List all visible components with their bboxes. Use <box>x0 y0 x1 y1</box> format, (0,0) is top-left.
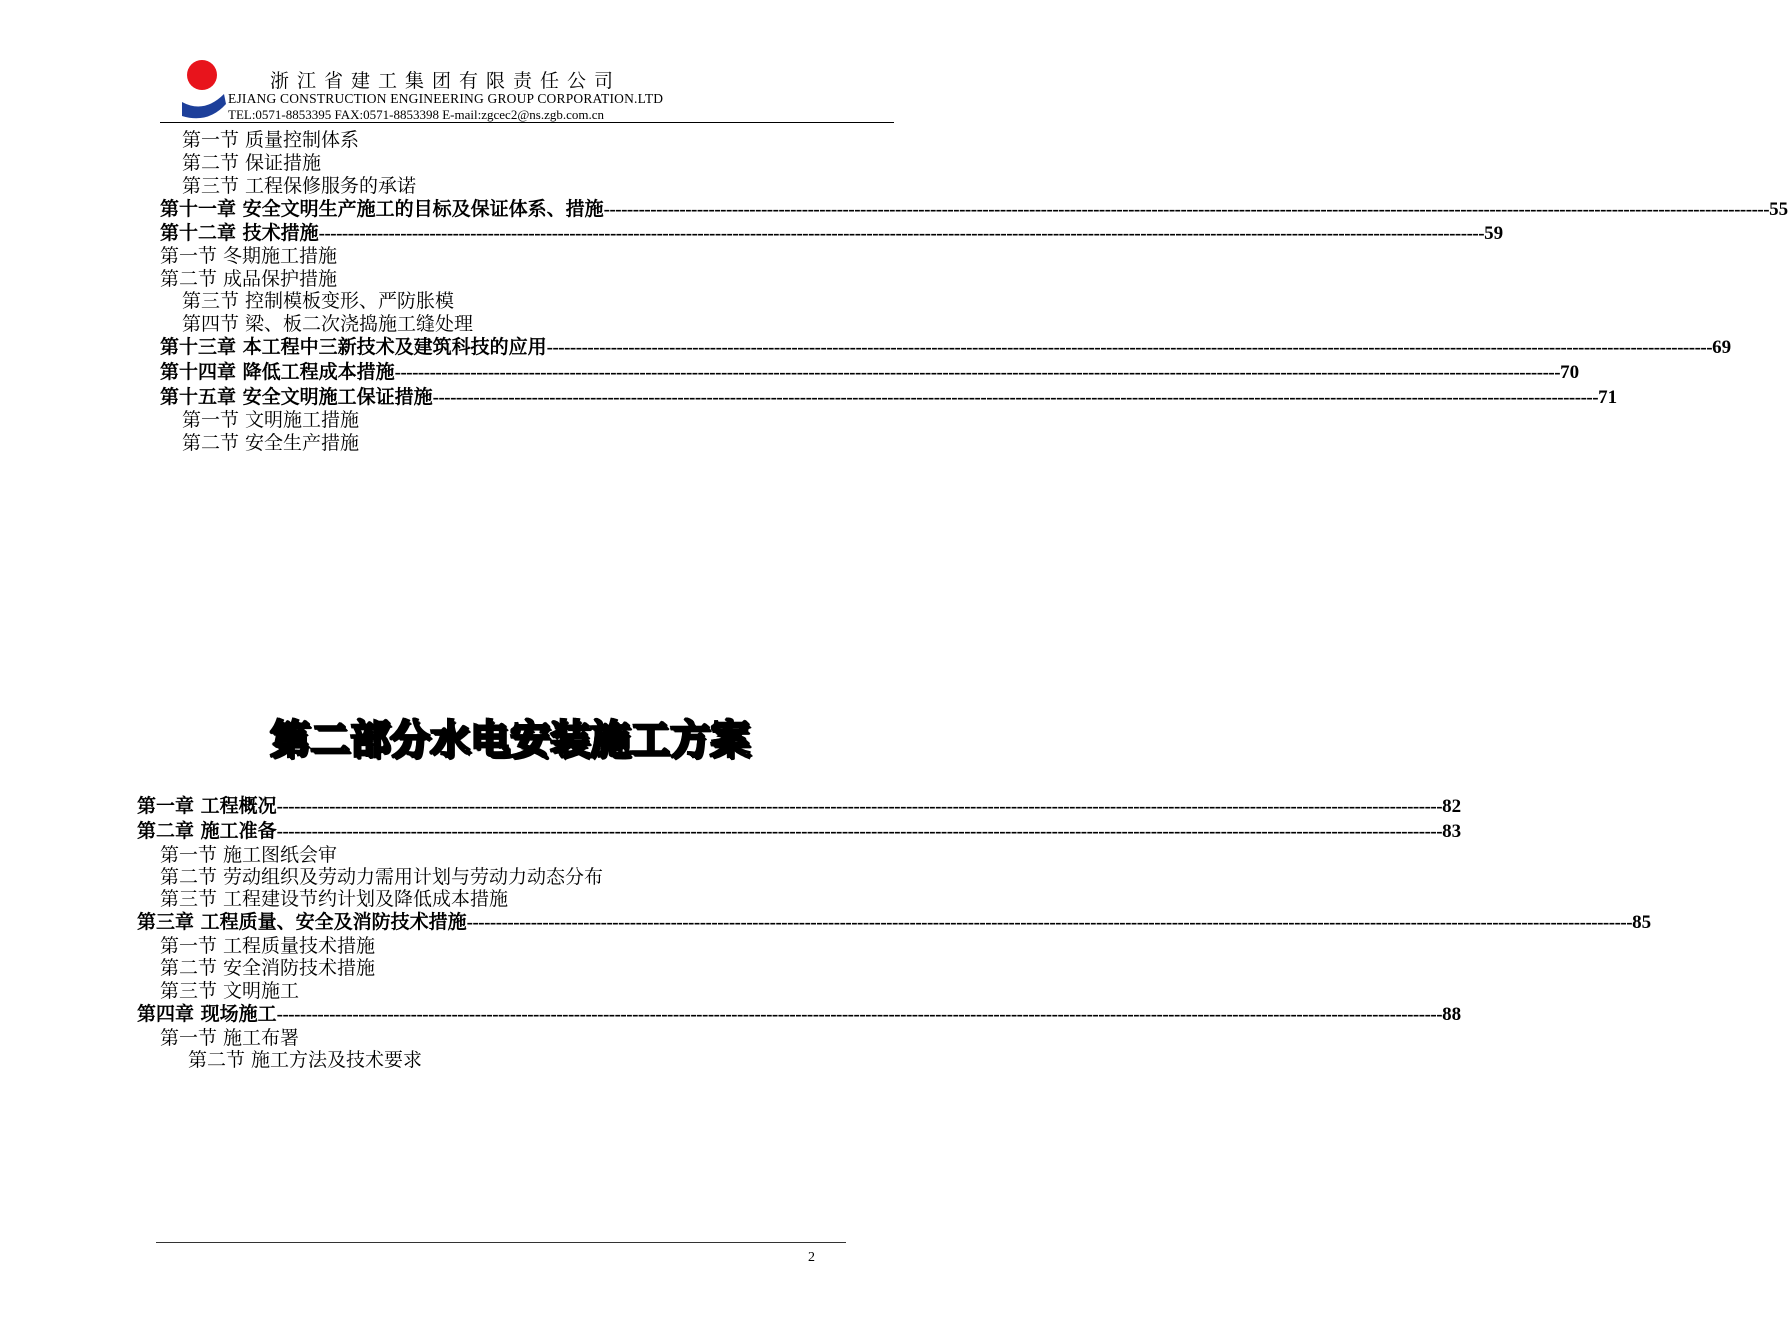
toc-section: 第一节 施工图纸会审 <box>160 844 338 866</box>
toc-chapter-title: 第四章 现场施工 <box>137 1003 277 1025</box>
toc-section: 第三节 控制模板变形、严防胀模 <box>182 290 455 312</box>
toc-chapter <box>160 222 1504 244</box>
toc-chapter-title: 第二章 施工准备 <box>137 820 277 842</box>
toc-section: 第二节 保证措施 <box>182 152 322 174</box>
toc-chapter-title: 第十五章 安全文明施工保证措施 <box>160 386 433 408</box>
company-name-en: EJIANG CONSTRUCTION ENGINEERING GROUP CORPORATION.LTD <box>228 91 664 106</box>
toc-section: 第一节 文明施工措施 <box>182 409 360 431</box>
toc-page-number: 85 <box>1632 912 1652 933</box>
toc-chapter <box>160 198 1788 220</box>
footer-rule <box>156 1242 846 1243</box>
toc-chapter <box>137 820 1462 842</box>
toc-chapter <box>137 795 1462 817</box>
toc-section: 第一节 冬期施工措施 <box>160 245 338 267</box>
page-number: 2 <box>808 1250 815 1265</box>
toc-leader: -------------------------------------------------------------------------------------------------------------------------------------------------------------------------------------------------------- <box>466 912 1633 933</box>
toc-chapter <box>137 1003 1462 1025</box>
toc-page-number: 59 <box>1484 223 1504 244</box>
toc-page-number: 70 <box>1560 362 1580 383</box>
toc-leader: -------------------------------------------------------------------------------------------------------------------------------------------------------------------------------------------------------- <box>546 337 1713 358</box>
toc-section: 第四节 梁、板二次浇捣施工缝处理 <box>182 313 474 335</box>
toc-section: 第二节 劳动组织及劳动力需用计划与劳动力动态分布 <box>160 866 604 888</box>
toc-section: 第二节 施工方法及技术要求 <box>188 1049 423 1071</box>
toc-section: 第一节 施工布署 <box>160 1027 300 1049</box>
toc-chapter-title: 第一章 工程概况 <box>137 795 277 817</box>
toc-section: 第二节 安全生产措施 <box>182 432 360 454</box>
toc-page-number: 82 <box>1442 796 1462 817</box>
toc-chapter <box>160 336 1732 358</box>
toc-section: 第三节 工程保修服务的承诺 <box>182 175 417 197</box>
toc-leader: -------------------------------------------------------------------------------------------------------------------------------------------------------------------------------------------------------- <box>276 821 1443 842</box>
toc-chapter-title: 第三章 工程质量、安全及消防技术措施 <box>137 911 467 933</box>
toc-page-number: 83 <box>1442 821 1462 842</box>
toc-chapter-title: 第十二章 技术措施 <box>160 222 319 244</box>
toc-leader: -------------------------------------------------------------------------------------------------------------------------------------------------------------------------------------------------------- <box>276 1004 1443 1025</box>
toc-chapter <box>160 386 1618 408</box>
toc-section: 第二节 安全消防技术措施 <box>160 957 376 979</box>
toc-leader: -------------------------------------------------------------------------------------------------------------------------------------------------------------------------------------------------------- <box>318 223 1485 244</box>
toc-leader: -------------------------------------------------------------------------------------------------------------------------------------------------------------------------------------------------------- <box>394 362 1561 383</box>
toc-section: 第一节 工程质量技术措施 <box>160 935 376 957</box>
toc-chapter-title: 第十三章 本工程中三新技术及建筑科技的应用 <box>160 336 547 358</box>
toc-chapter <box>137 911 1652 933</box>
toc-chapter-title: 第十四章 降低工程成本措施 <box>160 361 395 383</box>
toc-chapter-title: 第十一章 安全文明生产施工的目标及保证体系、措施 <box>160 198 604 220</box>
toc-leader: -------------------------------------------------------------------------------------------------------------------------------------------------------------------------------------------------------- <box>432 387 1599 408</box>
toc-page-number: 71 <box>1598 387 1618 408</box>
toc-page-number: 88 <box>1442 1004 1462 1025</box>
toc-section: 第二节 成品保护措施 <box>160 268 338 290</box>
toc-leader: -------------------------------------------------------------------------------------------------------------------------------------------------------------------------------------------------------- <box>603 199 1770 220</box>
toc-section: 第三节 工程建设节约计划及降低成本措施 <box>160 888 509 910</box>
toc-leader: -------------------------------------------------------------------------------------------------------------------------------------------------------------------------------------------------------- <box>276 796 1443 817</box>
toc-page-number: 69 <box>1712 337 1732 358</box>
toc-chapter <box>160 361 1580 383</box>
header-rule <box>160 122 894 123</box>
toc-section: 第三节 文明施工 <box>160 980 300 1002</box>
company-name-cn: 浙江省建工集团有限责任公司 <box>270 70 622 92</box>
toc-page-number: 55 <box>1769 199 1788 220</box>
company-logo <box>180 58 228 128</box>
toc-section: 第一节 质量控制体系 <box>182 129 360 151</box>
company-contact: TEL:0571-8853395 FAX:0571-8853398 E-mail:zgcec2@ns.zgb.com.cn <box>228 107 605 122</box>
part2-title: 第二部分水电安装施工方案 <box>270 717 750 763</box>
